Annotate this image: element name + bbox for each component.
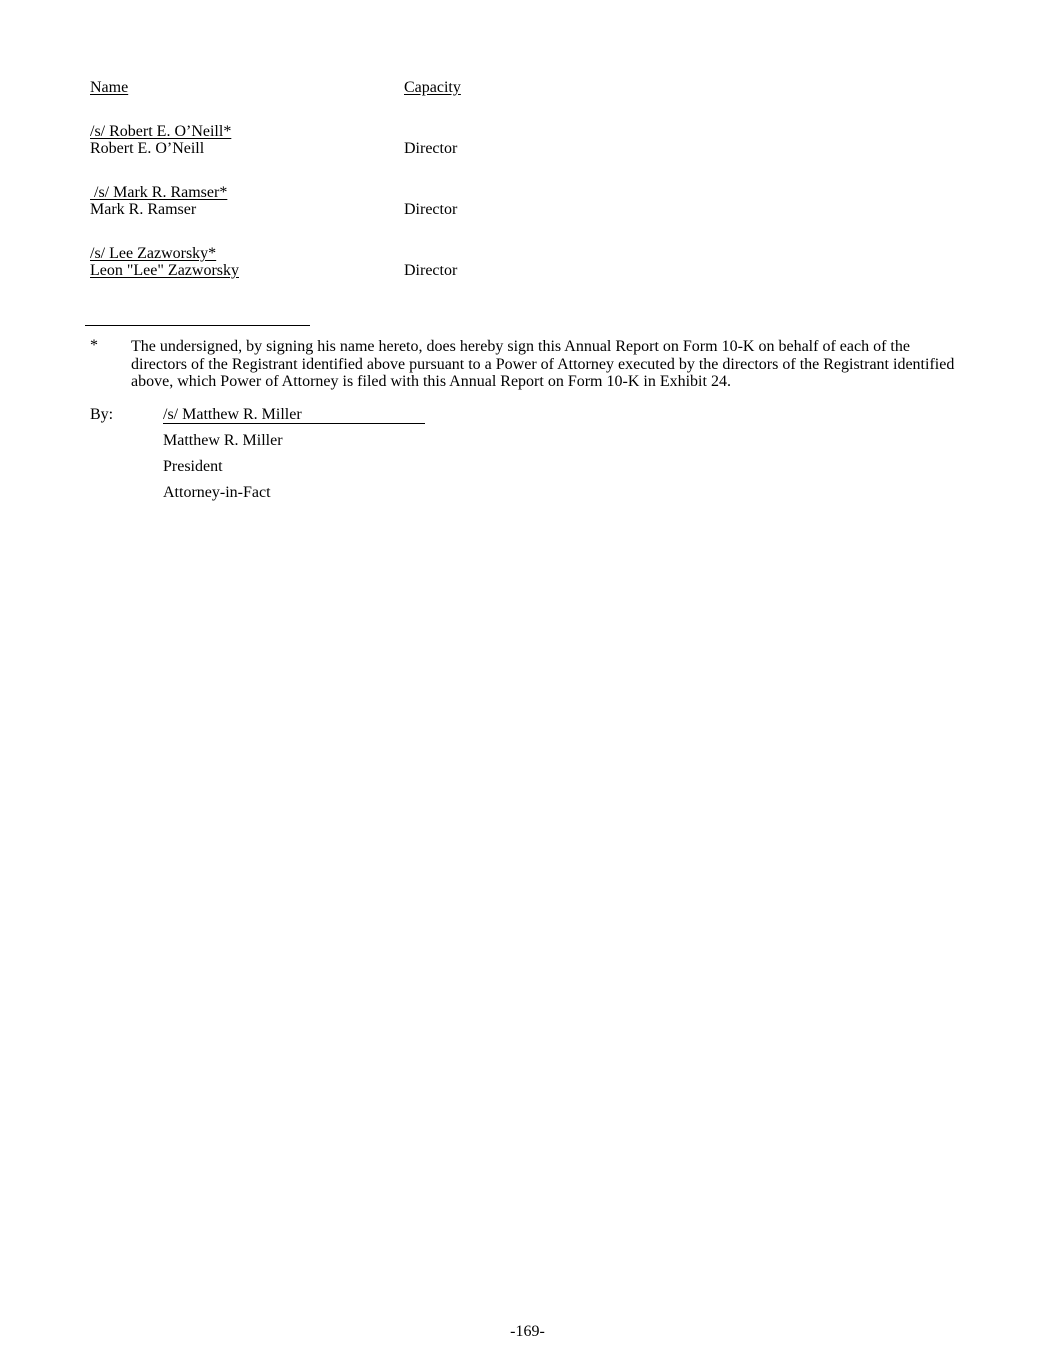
by-label: By: [90, 406, 114, 423]
signature-line: /s/ Robert E. O’Neill* [90, 123, 232, 140]
footnote-marker: * [90, 337, 98, 354]
capacity-column-header: Capacity [404, 79, 461, 96]
footnote-divider [85, 325, 310, 326]
signatory-capacity: Director [404, 262, 458, 279]
footnote-text: The undersigned, by signing his name hereto, does hereby sign this Annual Report on Form 10-K on behalf of each of the directors of the Registrant identified above pursuant to a Power of Attorney executed by the directors of the Registrant identified above, which Power of Attorney is filed with this Annual Report on Form 10-K in Exhibit 24. [131, 338, 955, 390]
signature-line: /s/ Mark R. Ramser* [90, 184, 228, 201]
signatory-name: Mark R. Ramser [90, 201, 197, 218]
attorney-signature: /s/ Matthew R. Miller [163, 406, 425, 424]
signatory-capacity: Director [404, 140, 458, 157]
signatory-name: Robert E. O’Neill [90, 140, 205, 157]
signatory-capacity: Director [404, 201, 458, 218]
attorney-title: President [163, 458, 223, 475]
name-column-header: Name [90, 79, 129, 96]
signature-line: /s/ Lee Zazworsky* [90, 245, 217, 262]
attorney-name: Matthew R. Miller [163, 432, 283, 449]
signatory-name: Leon "Lee" Zazworsky [90, 262, 239, 279]
page-number: -169- [510, 1323, 545, 1340]
attorney-role: Attorney-in-Fact [163, 484, 271, 501]
